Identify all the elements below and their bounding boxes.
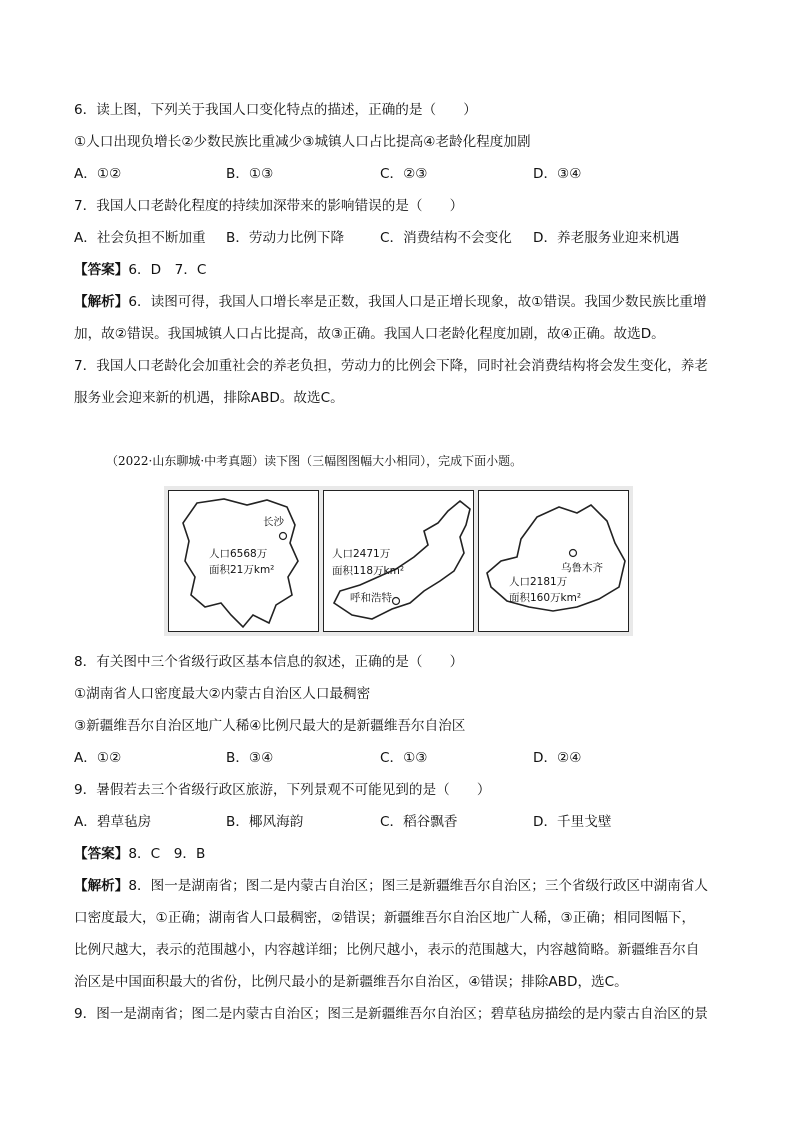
q6-option-a: A．①② (74, 166, 122, 182)
q8-stem: 8．有关图中三个省级行政区基本信息的叙述，正确的是（ ） (74, 654, 464, 670)
city-label: 长沙 (263, 516, 284, 528)
analysis-line: 口密度最大，①正确；湖南省人口最稠密，②错误；新疆维吾尔自治区地广人稀，③正确；相同图幅下， (74, 910, 696, 926)
answer-tag: 【答案】 (74, 846, 129, 862)
q6-stem: 6．读上图，下列关于我国人口变化特点的描述，正确的是（ ） (74, 102, 477, 118)
analysis-line: 比例尺越大，表示的范围越小，内容越详细；比例尺越小，表示的范围越大，内容越简略。新疆维吾尔自 (74, 942, 700, 958)
population-label: 人口2181万 (509, 576, 568, 588)
neimenggu-outline (324, 491, 475, 633)
q9-option-a: A．碧草毡房 (74, 814, 152, 830)
q6-statements: ①人口出现负增长②少数民族比重减少③城镇人口占比提高④老龄化程度加剧 (74, 134, 531, 150)
analysis-line: 7．我国人口老龄化会加重社会的养老负担，劳动力的比例会下降，同时社会消费结构将会发生变化，养老 (74, 358, 708, 374)
analysis-tag: 【解析】 (74, 878, 129, 894)
province-maps-figure (164, 486, 633, 636)
analysis-line: 治区是中国面积最大的省份，比例尺最小的是新疆维吾尔自治区，④错误；排除ABD，选C。 (74, 974, 628, 990)
analysis-line: 9．图一是湖南省；图二是内蒙古自治区；图三是新疆维吾尔自治区；碧草毡房描绘的是内蒙古自治区的景 (74, 1006, 708, 1022)
q7-option-d: D．养老服务业迎来机遇 (533, 230, 680, 246)
q9-option-c: C．稻谷飘香 (380, 814, 458, 830)
q9-option-d: D．千里戈壁 (533, 814, 612, 830)
map-neimenggu (323, 490, 474, 632)
q8-option-a: A．①② (74, 750, 122, 766)
city-label: 乌鲁木齐 (561, 562, 603, 574)
answer-text: 8．C 9．B (128, 846, 206, 862)
q7-stem: 7．我国人口老龄化程度的持续加深带来的影响错误的是（ ） (74, 198, 464, 214)
population-label: 人口2471万 (332, 548, 391, 560)
city-label: 呼和浩特 (350, 592, 392, 604)
area-label: 面积160万km² (509, 592, 582, 604)
q8-option-c: C．①③ (380, 750, 428, 766)
city-dot (570, 550, 577, 557)
area-label: 面积118万km² (332, 565, 405, 577)
q6-option-c: C．②③ (380, 166, 428, 182)
q9-option-b: B．椰风海韵 (226, 814, 304, 830)
map-hunan (168, 490, 319, 632)
q8-statements-1: ①湖南省人口密度最大②内蒙古自治区人口最稠密 (74, 686, 371, 702)
city-dot (280, 533, 287, 540)
q7-option-b: B．劳动力比例下降 (226, 230, 345, 246)
city-dot (393, 598, 400, 605)
analysis-line: 6．读图可得，我国人口增长率是正数，我国人口是正增长现象，故①错误。我国少数民族比重增 (128, 294, 707, 310)
map-xinjiang (478, 490, 629, 632)
q6-option-d: D．③④ (533, 166, 582, 182)
analysis-line: 服务业会迎来新的机遇，排除ABD。故选C。 (74, 390, 344, 406)
q9-stem: 9．暑假若去三个省级行政区旅游，下列景观不可能见到的是（ ） (74, 782, 491, 798)
analysis-line: 加，故②错误。我国城镇人口占比提高，故③正确。我国人口老龄化程度加剧，故④正确。故选D。 (74, 326, 665, 342)
q6-option-b: B．①③ (226, 166, 274, 182)
answer-block-1 (74, 260, 206, 280)
q8-option-b: B．③④ (226, 750, 274, 766)
answer-text: 6．D 7．C (128, 262, 207, 278)
question-source: （2022·山东聊城·中考真题）读下图（三幅图图幅大小相同），完成下面小题。 (106, 454, 523, 468)
q8-option-d: D．②④ (533, 750, 582, 766)
area-label: 面积21万km² (209, 564, 275, 576)
analysis-line: 8．图一是湖南省；图二是内蒙古自治区；图三是新疆维吾尔自治区；三个省级行政区中湖南省人 (128, 878, 708, 894)
q7-option-c: C．消费结构不会变化 (380, 230, 512, 246)
analysis-block-1 (74, 292, 707, 312)
hunan-outline (169, 491, 320, 633)
answer-tag: 【答案】 (74, 262, 129, 278)
xinjiang-outline (479, 491, 630, 633)
answer-block-2 (74, 844, 205, 864)
population-label: 人口6568万 (209, 548, 268, 560)
analysis-block-2 (74, 876, 708, 896)
q7-option-a: A．社会负担不断加重 (74, 230, 206, 246)
analysis-tag: 【解析】 (74, 294, 129, 310)
q8-statements-2: ③新疆维吾尔自治区地广人稀④比例尺最大的是新疆维吾尔自治区 (74, 718, 466, 734)
